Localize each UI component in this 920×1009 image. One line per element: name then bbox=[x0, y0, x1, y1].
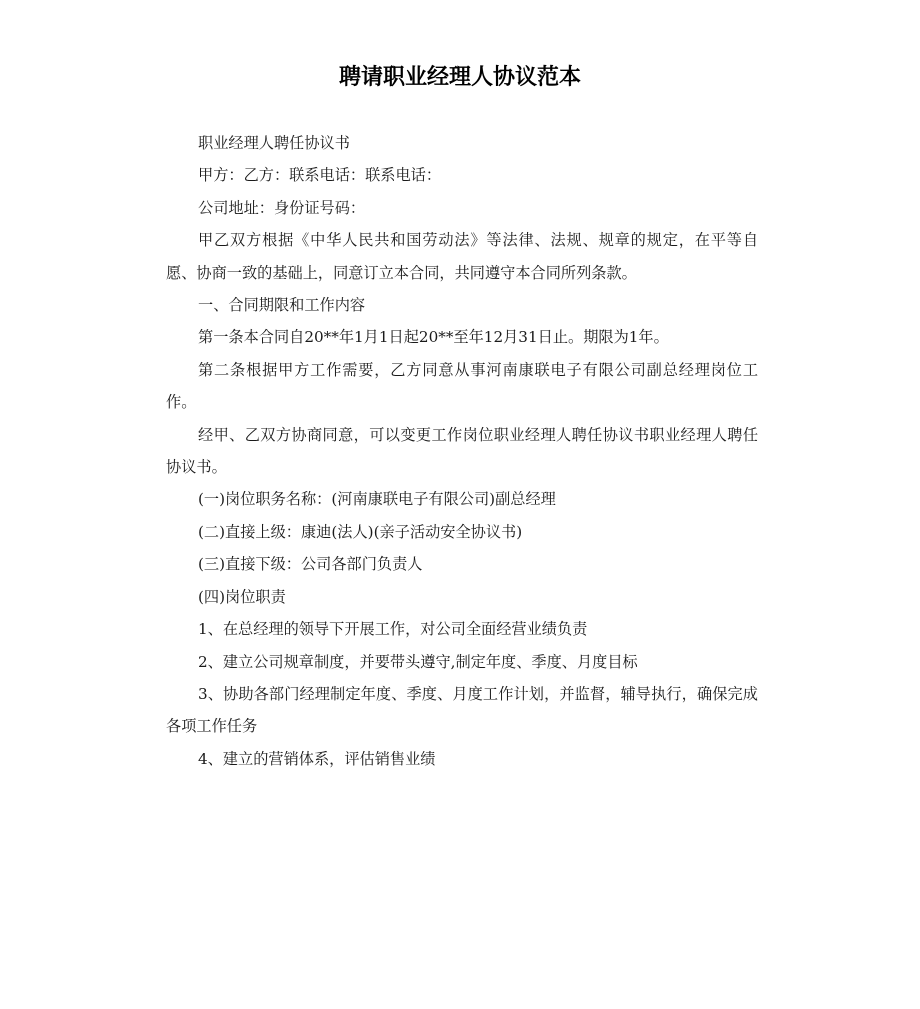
paragraph-duties-heading: (四)岗位职责 bbox=[198, 587, 286, 606]
paragraph-direct-subordinates: (三)直接下级：公司各部门负责人 bbox=[198, 555, 423, 574]
paragraph-duty-3: 3、协助各部门经理制定年度、季度、月度工作计划，并监督，辅导执行，确保完成各项工作任务 bbox=[166, 684, 758, 736]
paragraph-position-change: 经甲、乙双方协商同意，可以变更工作岗位职业经理人聘任协议书职业经理人聘任协议书。 bbox=[166, 425, 758, 477]
paragraph-article-one: 第一条本合同自20**年1月1日起20**至年12月31日止。期限为1年。 bbox=[198, 328, 669, 347]
paragraph-agreement-heading: 职业经理人聘任协议书 bbox=[198, 134, 350, 152]
paragraph-duty-1: 1、在总经理的领导下开展工作，对公司全面经营业绩负责 bbox=[198, 620, 588, 639]
paragraph-position-title: (一)岗位职务名称：(河南康联电子有限公司)副总经理 bbox=[198, 490, 556, 509]
paragraph-address-id: 公司地址：身份证号码： bbox=[198, 198, 366, 217]
paragraph-preamble: 甲乙双方根据《中华人民共和国劳动法》等法律、法规、规章的规定，在平等自愿、协商一致的基础上，同意订立本合同，共同遵守本合同所列条款。 bbox=[166, 231, 758, 282]
paragraph-article-two: 第二条根据甲方工作需要，乙方同意从事河南康联电子有限公司副总经理岗位工作。 bbox=[166, 360, 758, 412]
paragraph-section-one-heading: 一、合同期限和工作内容 bbox=[198, 296, 366, 315]
paragraph-duty-2: 2、建立公司规章制度，并要带头遵守,制定年度、季度、月度目标 bbox=[198, 652, 638, 671]
document-body bbox=[166, 127, 758, 775]
paragraph-direct-superior: (二)直接上级：康迪(法人)(亲子活动安全协议书) bbox=[198, 522, 523, 541]
document-title: 聘请职业经理人协议范本 bbox=[338, 65, 581, 90]
paragraph-parties-contact: 甲方：乙方：联系电话：联系电话： bbox=[198, 166, 441, 185]
paragraph-duty-4: 4、建立的营销体系，评估销售业绩 bbox=[198, 749, 436, 768]
